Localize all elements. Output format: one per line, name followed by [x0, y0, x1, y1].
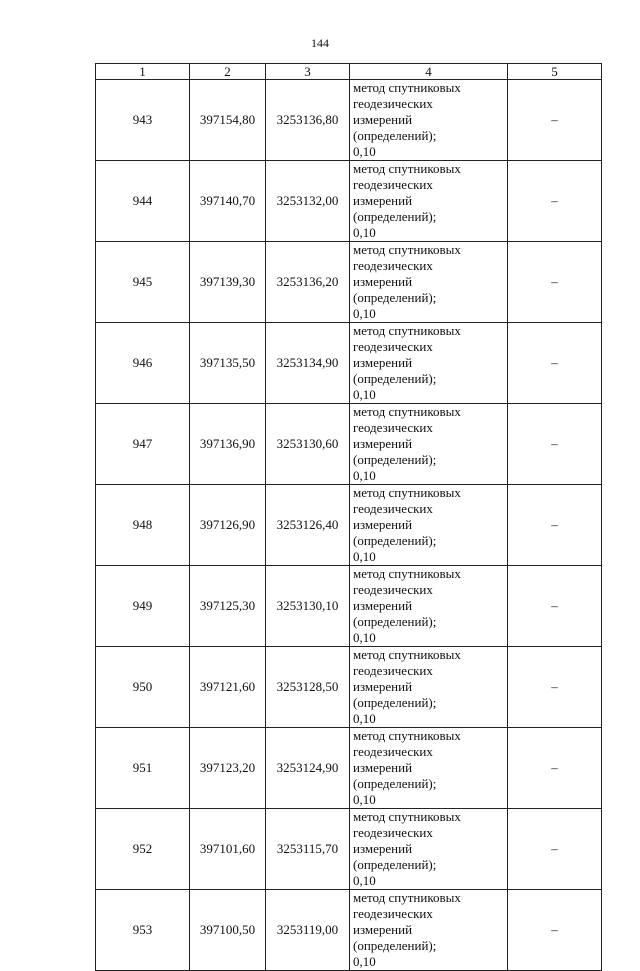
y-coordinate-cell: 3253132,00 — [266, 161, 350, 242]
y-coordinate-cell: 3253126,40 — [266, 485, 350, 566]
coordinates-table — [95, 63, 602, 971]
note-cell: – — [508, 728, 602, 809]
x-coordinate-cell: 397154,80 — [190, 80, 266, 161]
x-coordinate-cell: 397136,90 — [190, 404, 266, 485]
table-row — [96, 404, 602, 485]
column-header-3: 3 — [266, 64, 350, 80]
x-coordinate-cell: 397140,70 — [190, 161, 266, 242]
table-row — [96, 485, 602, 566]
note-cell: – — [508, 404, 602, 485]
method-cell — [350, 80, 508, 161]
table-row — [96, 890, 602, 971]
table-row — [96, 728, 602, 809]
x-coordinate-cell: 397101,60 — [190, 809, 266, 890]
note-cell: – — [508, 647, 602, 728]
method-cell — [350, 323, 508, 404]
note-cell: – — [508, 890, 602, 971]
x-coordinate-cell: 397123,20 — [190, 728, 266, 809]
x-coordinate-cell: 397135,50 — [190, 323, 266, 404]
column-header-5: 5 — [508, 64, 602, 80]
page-number: 144 — [311, 36, 329, 50]
point-number-cell: 944 — [96, 161, 190, 242]
point-number-cell: 948 — [96, 485, 190, 566]
note-cell: – — [508, 323, 602, 404]
column-header-4: 4 — [350, 64, 508, 80]
x-coordinate-cell: 397139,30 — [190, 242, 266, 323]
point-number-cell: 949 — [96, 566, 190, 647]
point-number-cell: 947 — [96, 404, 190, 485]
y-coordinate-cell: 3253115,70 — [266, 809, 350, 890]
note-cell: – — [508, 242, 602, 323]
table-row — [96, 566, 602, 647]
point-number-cell: 946 — [96, 323, 190, 404]
table-header-row — [96, 64, 602, 80]
table-row — [96, 809, 602, 890]
method-text: метод спутниковых геодезических измерений (определений); 0,10 — [353, 80, 461, 159]
method-text: метод спутниковых геодезических измерений (определений); 0,10 — [353, 485, 461, 564]
note-cell: – — [508, 485, 602, 566]
x-coordinate-cell: 397125,30 — [190, 566, 266, 647]
method-text: метод спутниковых геодезических измерений (определений); 0,10 — [353, 566, 461, 645]
method-cell — [350, 404, 508, 485]
column-header-1: 1 — [96, 64, 190, 80]
table-row — [96, 323, 602, 404]
table-row — [96, 242, 602, 323]
y-coordinate-cell: 3253136,80 — [266, 80, 350, 161]
y-coordinate-cell: 3253134,90 — [266, 323, 350, 404]
point-number-cell: 943 — [96, 80, 190, 161]
method-cell — [350, 809, 508, 890]
note-cell: – — [508, 80, 602, 161]
point-number-cell: 950 — [96, 647, 190, 728]
method-cell — [350, 890, 508, 971]
method-text: метод спутниковых геодезических измерений (определений); 0,10 — [353, 728, 461, 807]
note-cell: – — [508, 566, 602, 647]
table-body — [96, 80, 602, 971]
method-cell — [350, 485, 508, 566]
point-number-cell: 952 — [96, 809, 190, 890]
x-coordinate-cell: 397126,90 — [190, 485, 266, 566]
method-text: метод спутниковых геодезических измерений (определений); 0,10 — [353, 404, 461, 483]
y-coordinate-cell: 3253128,50 — [266, 647, 350, 728]
method-cell — [350, 161, 508, 242]
method-text: метод спутниковых геодезических измерений (определений); 0,10 — [353, 890, 461, 969]
method-cell — [350, 566, 508, 647]
point-number-cell: 951 — [96, 728, 190, 809]
point-number-cell: 945 — [96, 242, 190, 323]
method-text: метод спутниковых геодезических измерений (определений); 0,10 — [353, 242, 461, 321]
x-coordinate-cell: 397121,60 — [190, 647, 266, 728]
method-text: метод спутниковых геодезических измерений (определений); 0,10 — [353, 647, 461, 726]
y-coordinate-cell: 3253130,10 — [266, 566, 350, 647]
method-text: метод спутниковых геодезических измерений (определений); 0,10 — [353, 809, 461, 888]
table-row — [96, 161, 602, 242]
note-cell: – — [508, 809, 602, 890]
x-coordinate-cell: 397100,50 — [190, 890, 266, 971]
method-cell — [350, 647, 508, 728]
y-coordinate-cell: 3253130,60 — [266, 404, 350, 485]
column-header-2: 2 — [190, 64, 266, 80]
y-coordinate-cell: 3253124,90 — [266, 728, 350, 809]
method-text: метод спутниковых геодезических измерений (определений); 0,10 — [353, 323, 461, 402]
table-row — [96, 647, 602, 728]
method-cell — [350, 242, 508, 323]
point-number-cell: 953 — [96, 890, 190, 971]
y-coordinate-cell: 3253119,00 — [266, 890, 350, 971]
table-row — [96, 80, 602, 161]
y-coordinate-cell: 3253136,20 — [266, 242, 350, 323]
method-text: метод спутниковых геодезических измерений (определений); 0,10 — [353, 161, 461, 240]
method-cell — [350, 728, 508, 809]
note-cell: – — [508, 161, 602, 242]
